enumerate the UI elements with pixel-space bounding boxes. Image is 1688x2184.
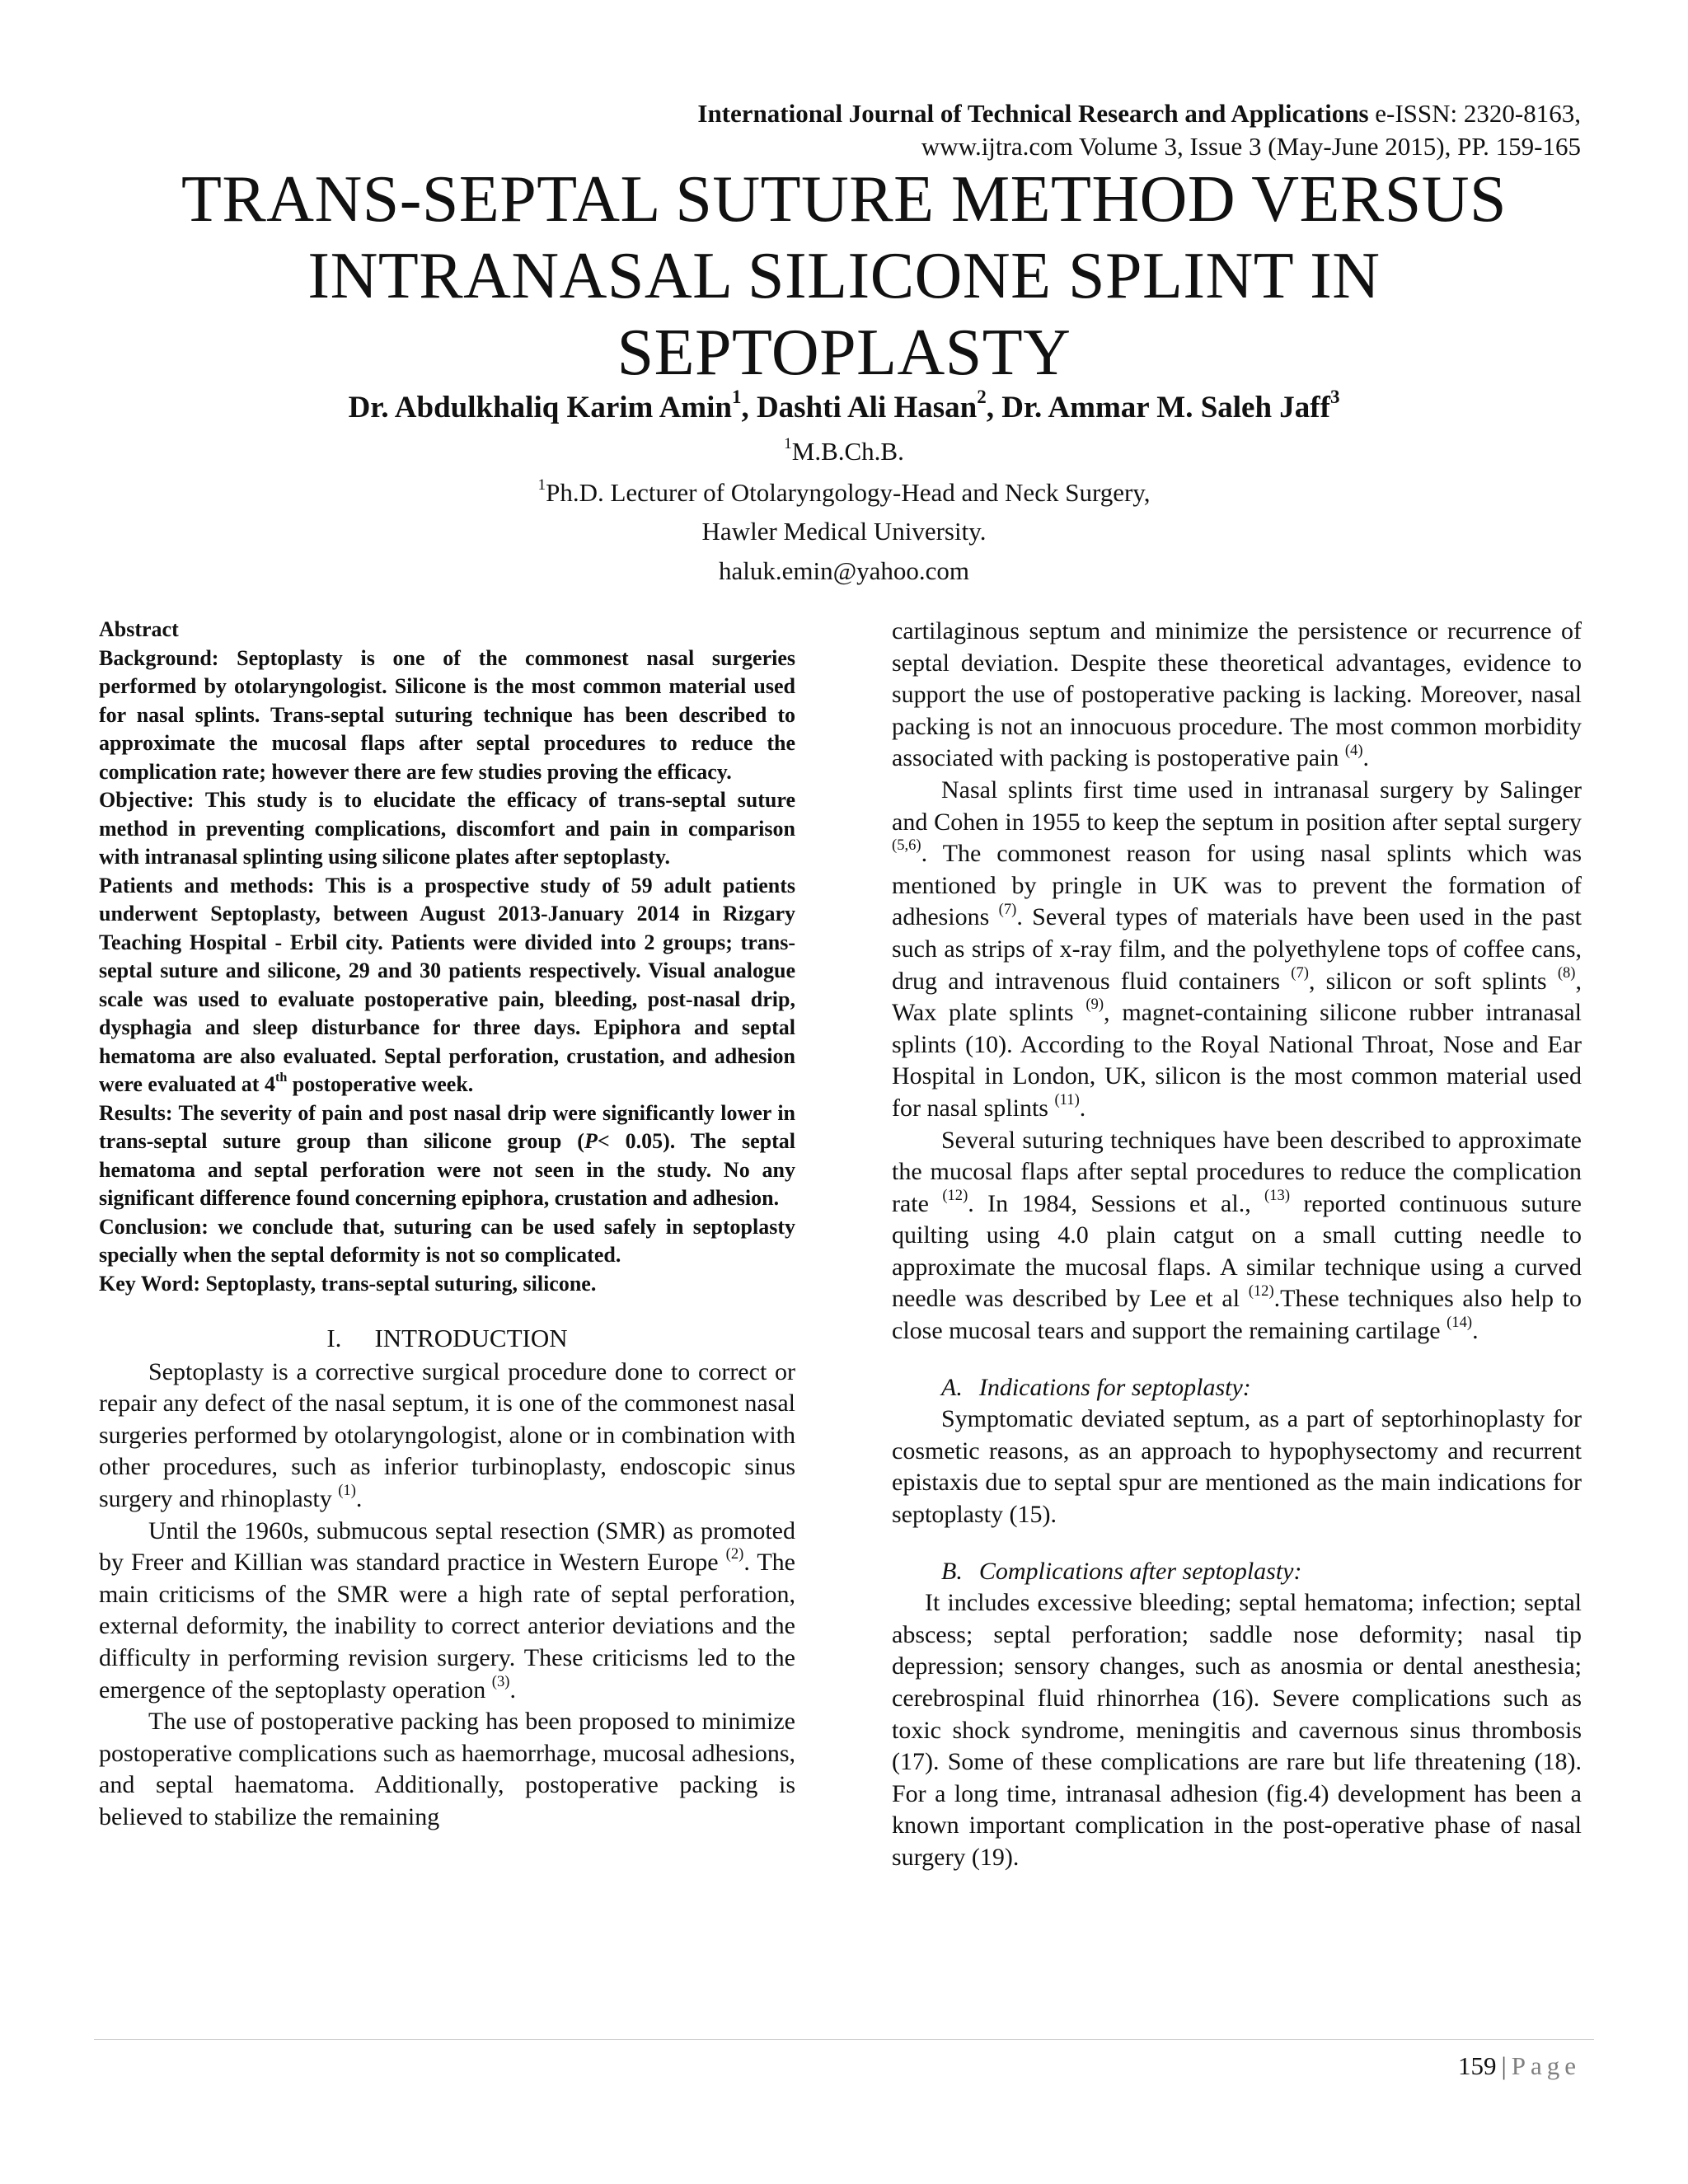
page-footer — [1458, 2050, 1581, 2083]
abstract-methods — [99, 872, 795, 1099]
right-paragraph-1 — [892, 616, 1582, 775]
subsection-heading-complications — [941, 1556, 1582, 1588]
footer-divider — [94, 2039, 1594, 2040]
left-column — [99, 616, 795, 1834]
intro-p1-text: Septoplasty is a corrective surgical procedure done to correct or repair any defect of the nasal septum, it is one of the commonest nasal surgeries performed by otolaryngologist, alone or in combination with other procedures, such as inferior turbinoplasty, endoscopic sinus surgery and rhinoplasty — [99, 1357, 795, 1512]
abstract-keywords: Key Word: Septoplasty, trans-septal suturing, silicone. — [99, 1271, 597, 1296]
abstract-background: Background: Septoplasty is one of the commonest nasal surgeries performed by otolaryngologist. Silicone is the most common material used for nasal splints. Trans-septal suturing technique has been described to approximate the mucosal flaps after septal procedures to reduce the complication rate; however there are few studies proving the efficacy. — [99, 645, 795, 784]
paper-title — [82, 162, 1606, 391]
right-p3-end: . — [1472, 1317, 1479, 1345]
author-email[interactable]: haluk.emin@yahoo.com — [718, 556, 970, 585]
journal-issn: e-ISSN: 2320-8163, — [1375, 99, 1581, 128]
subsection-title: Complications after septoplasty: — [978, 1557, 1302, 1585]
right-p3-text: reported continuous suture quilting using 4.0 plain catgut on a small cutting needle to approximate the mucosal flaps. A similar technique using a curved needle was described by Lee et al — [892, 1189, 1582, 1313]
author-2: , Dashti Ali Hasan — [741, 391, 978, 424]
abstract — [99, 616, 795, 1298]
title-line-1: TRANS-SEPTAL SUTURE METHOD VERSUS — [181, 163, 1507, 236]
right-p2-end: . — [1079, 1094, 1086, 1122]
right-p2-text: Nasal splints first time used in intranasal surgery by Salinger and Cohen in 1955 to keep the septum in position after septal surgery — [892, 776, 1582, 836]
subsection-heading-indications — [941, 1372, 1582, 1404]
intro-paragraph-1 — [99, 1357, 795, 1516]
citation-ref: (7) — [998, 900, 1017, 918]
journal-name: International Journal of Technical Research and Applications — [697, 99, 1369, 128]
affiliation-1-text: M.B.Ch.B. — [791, 437, 904, 466]
right-p2-text: , Wax plate splints — [892, 967, 1582, 1027]
intro-paragraph-2 — [99, 1516, 795, 1707]
citation-ref: (12) — [942, 1186, 968, 1204]
abstract-conclusion: Conclusion: we conclude that, suturing can be used safely in septoplasty specially when the septal deformity is not so complicated. — [99, 1214, 795, 1267]
complications-paragraph: It includes excessive bleeding; septal hematoma; infection; septal abscess; septal perforation; saddle nose deformity; nasal tip depression; sensory changes, such as anosmia or dental anesthesia; cerebrospinal fluid rhinorrhea (16). Severe complications such as toxic shock syndrome, meningitis and cavernous sinus thrombosis (17). Some of these complications are rare but life threatening (18). For a long time, intranasal adhesion (fig.4) development has been a known important complication in the post-operative phase of nasal surgery (19). — [892, 1589, 1582, 1871]
indications-paragraph: Symptomatic deviated septum, as a part of septorhinoplasty for cosmetic reasons, as an approach to hypophysectomy and recurrent epistaxis due to septal spur are mentioned as the main indications for septoplasty (15). — [892, 1405, 1582, 1529]
intro-p2-text: Until the 1960s, submucous septal resection (SMR) as promoted by Freer and Killian was standard practice in Western Europe — [99, 1516, 795, 1577]
right-p2-text: , silicon or soft splints — [1308, 967, 1558, 995]
abstract-objective: Objective: This study is to elucidate the efficacy of trans-septal suture method in preventing complications, discomfort and pain in comparison with intranasal splinting using silicone plates after septoplasty. — [99, 788, 795, 869]
footer-separator: | — [1501, 2051, 1507, 2080]
right-p3-text: Several suturing techniques have been described to approximate the mucosal flaps after septal procedures to reduce the complication rate — [892, 1126, 1582, 1217]
title-line-2: INTRANASAL SILICONE SPLINT IN — [307, 240, 1381, 312]
section-title: INTRODUCTION — [374, 1324, 568, 1352]
author-2-sup: 2 — [977, 387, 987, 408]
citation-ref: (12) — [1248, 1282, 1274, 1300]
author-3-sup: 3 — [1329, 387, 1340, 408]
affiliation-2 — [0, 476, 1688, 509]
author-1-sup: 1 — [731, 387, 742, 408]
page-label: Page — [1511, 2051, 1581, 2080]
right-paragraph-2 — [892, 775, 1582, 1125]
author-list — [0, 387, 1688, 426]
right-p2-text: . Several types of materials have been used in the past such as strips of x-ray film, and the polyethylene tops of coffee cans, drug and intravenous fluid containers — [892, 903, 1582, 995]
affiliation-1 — [0, 435, 1688, 468]
abstract-heading: Abstract — [99, 617, 179, 641]
citation-ref: (7) — [1291, 963, 1309, 982]
journal-header — [697, 97, 1581, 163]
abstract-results-text-end: < 0.05). The septal hematoma and septal perforation were not seen in the study. No any significant difference found concerning epiphora, crustation and adhesion. — [99, 1129, 795, 1210]
right-p2-text: . The commonest reason for using nasal splints which was mentioned by pringle in UK was to prevent the formation of adhesions — [892, 840, 1582, 931]
journal-header-line2: www.ijtra.com Volume 3, Issue 3 (May-June 2015), PP. 159-165 — [921, 132, 1581, 161]
author-1: Dr. Abdulkhaliq Karim Amin — [348, 391, 732, 424]
citation-ref: (4) — [1344, 741, 1363, 759]
abstract-methods-text-end: postoperative week. — [287, 1072, 474, 1096]
citation-ref: (14) — [1447, 1314, 1473, 1332]
subsection-label: B. — [941, 1557, 963, 1585]
abstract-results-p: P — [584, 1129, 598, 1153]
right-paragraph-3 — [892, 1125, 1582, 1347]
subsection-label: A. — [941, 1373, 963, 1401]
citation-ref: (5,6) — [892, 837, 921, 855]
citation-ref: (8) — [1557, 963, 1576, 982]
right-p2-text: , magnet-containing silicone rubber intranasal splints (10). According to the Royal National Throat, Nose and Ear Hospital in London, UK, silicon is the most common material used for nasal splints — [892, 999, 1582, 1122]
right-p3-text: .These techniques also help to close mucosal tears and support the remaining cartilage — [892, 1285, 1582, 1345]
title-line-3: SEPTOPLASTY — [617, 316, 1071, 389]
section-heading-introduction — [99, 1323, 795, 1355]
citation-ref: (1) — [338, 1482, 356, 1500]
author-3: , Dr. Ammar M. Saleh Jaff — [986, 391, 1330, 424]
section-number: I. — [326, 1324, 342, 1352]
citation-ref: (13) — [1264, 1186, 1291, 1204]
subsection-title: Indications for septoplasty: — [978, 1373, 1251, 1401]
abstract-results-text: Results: The severity of pain and post nasal drip were significantly lower in trans-septal suture group than silicone group ( — [99, 1100, 795, 1153]
citation-ref: (2) — [725, 1545, 744, 1563]
journal-header-line1 — [697, 97, 1581, 130]
affiliation-3: Hawler Medical University. — [701, 517, 987, 546]
right-p1-end: . — [1362, 744, 1370, 772]
intro-paragraph-3: The use of postoperative packing has been proposed to minimize postoperative complications such as haemorrhage, mucosal adhesions, and septal haematoma. Additionally, postoperative packing is believed to stabilize the remaining — [99, 1708, 795, 1830]
affiliation-1-sup: 1 — [784, 434, 792, 452]
right-p3-text: . In 1984, Sessions et al., — [968, 1189, 1265, 1217]
intro-p2-end: . — [509, 1675, 516, 1704]
intro-p1-end: . — [355, 1484, 363, 1512]
citation-ref: (11) — [1054, 1091, 1080, 1109]
page-number: 159 — [1458, 2051, 1497, 2080]
right-p1-text: cartilaginous septum and minimize the persistence or recurrence of septal deviation. Despite these theoretical advantages, evidence to support the use of postoperative packing is lacking. Moreover, nasal packing is not an innocuous procedure. The most common morbidity associated with packing is postoperative pain — [892, 617, 1582, 772]
citation-ref: (3) — [491, 1672, 510, 1690]
intro-p2-mid: . The main criticisms of the SMR were a high rate of septal perforation, external deformity, the inability to correct anterior deviations and the difficulty in performing revision surgery. These criticisms led to the emergence of the septoplasty operation — [99, 1549, 795, 1704]
abstract-results — [99, 1099, 795, 1213]
citation-ref: (9) — [1085, 996, 1104, 1014]
affiliation-2-text: Ph.D. Lecturer of Otolaryngology-Head and Neck Surgery, — [546, 478, 1151, 507]
affiliation-2-sup: 1 — [537, 476, 546, 494]
abstract-methods-text: Patients and methods: This is a prospective study of 59 adult patients underwent Septoplasty, between August 2013-January 2014 in Rizgary Teaching Hospital - Erbil city. Patients were divided into 2 groups; trans-septal suture and silicone, 29 and 30 patients respectively. Visual analogue scale was used to evaluate postoperative pain, bleeding, post-nasal drip, dysphagia and sleep disturbance for three days. Epiphora and septal hematoma are also evaluated. Septal perforation, crustation, and adhesion were evaluated at 4 — [99, 873, 795, 1096]
abstract-methods-sup: th — [274, 1070, 288, 1085]
right-column — [892, 616, 1582, 1874]
